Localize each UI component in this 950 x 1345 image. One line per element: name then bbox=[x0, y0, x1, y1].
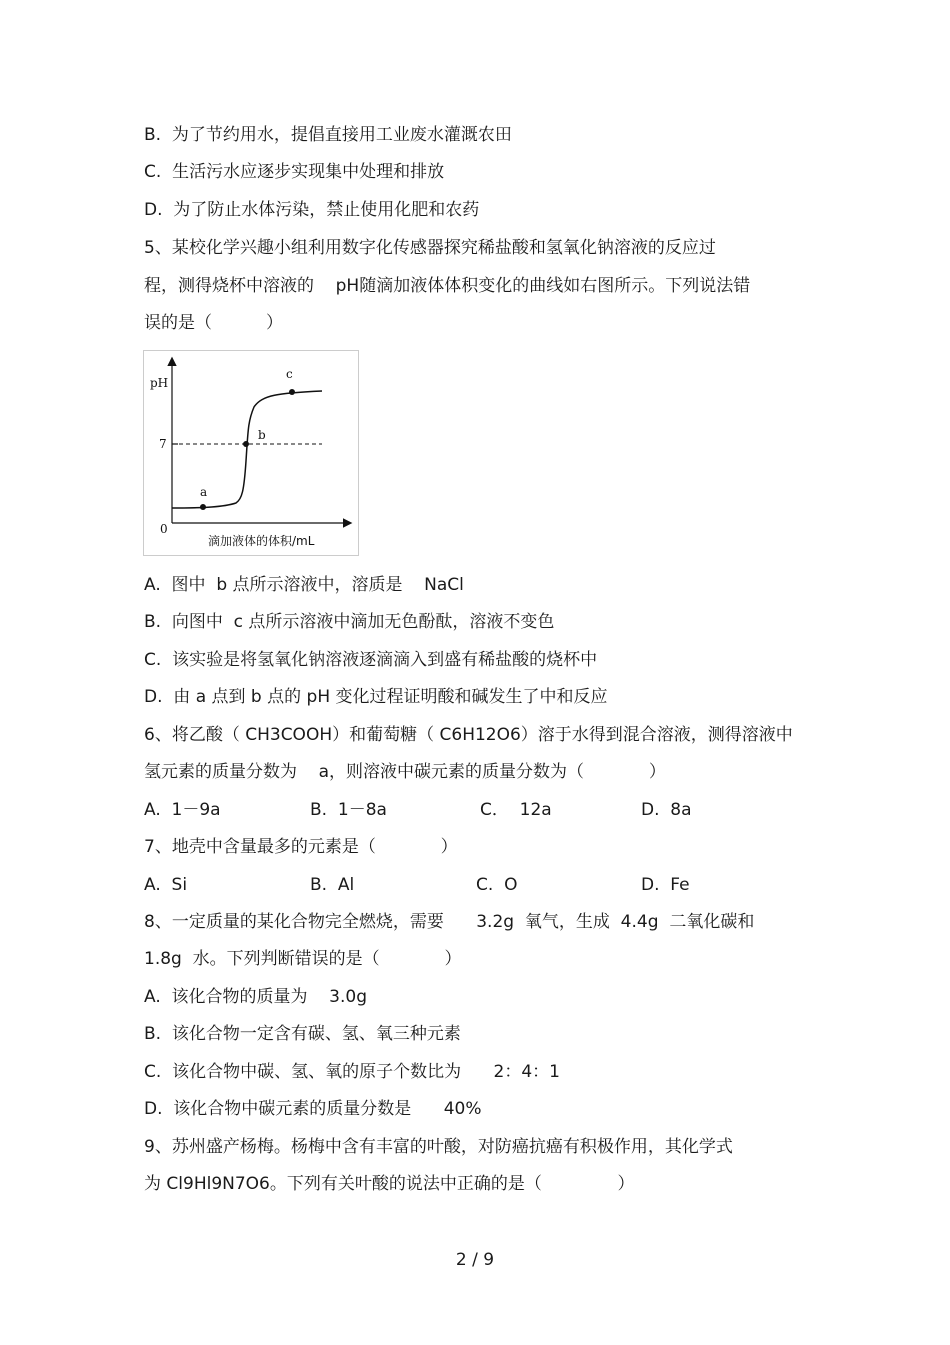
q5-option-c: C. 该实验是将氢氧化钠溶液逐滴滴入到盛有稀盐酸的烧杯中 bbox=[144, 650, 598, 670]
point-c-label: c bbox=[286, 367, 293, 381]
q6-option-c: C． 12a bbox=[480, 800, 552, 820]
q5-stem-line3: 误的是（ ） bbox=[144, 313, 284, 333]
q9-stem-line2: 为 Cl9Hl9N7O6。下列有关叶酸的说法中正确的是（ ） bbox=[144, 1174, 635, 1194]
q4-option-d: D. 为了防止水体污染，禁止使用化肥和农药 bbox=[144, 200, 480, 220]
q5-stem-line2: 程，测得烧杯中溶液的 pH随滴加液体体积变化的曲线如右图所示。下列说法错 bbox=[144, 276, 751, 296]
q5-option-a: A. 图中 b 点所示溶液中，溶质是 NaCl bbox=[144, 575, 464, 595]
point-a-label: a bbox=[200, 485, 208, 499]
q6-stem-line1: 6、将乙酸（ CH3COOH）和葡萄糖（ C6H12O6）溶于水得到混合溶液，测得溶液中 bbox=[144, 725, 793, 745]
q5-option-b: B. 向图中 c 点所示溶液中滴加无色酚酞，溶液不变色 bbox=[144, 612, 555, 632]
point-c-marker bbox=[289, 389, 295, 395]
point-b-marker bbox=[243, 441, 249, 447]
q7-option-d: D. Fe bbox=[641, 875, 690, 895]
q6-option-a: A. 1－9a bbox=[144, 800, 221, 820]
q8-option-c: C. 该化合物中碳、氢、氧的原子个数比为 2：4：1 bbox=[144, 1062, 560, 1082]
q7-option-b: B. Al bbox=[310, 875, 355, 895]
q6-option-b: B. 1－8a bbox=[310, 800, 387, 820]
q9-stem-line1: 9、苏州盛产杨梅。杨梅中含有丰富的叶酸，对防癌抗癌有积极作用，其化学式 bbox=[144, 1137, 733, 1157]
ph-titration-figure bbox=[143, 350, 359, 556]
origin-label: 0 bbox=[160, 522, 168, 536]
point-a-marker bbox=[200, 504, 206, 510]
q8-stem-line1: 8、一定质量的某化合物完全燃烧，需要 3.2g 氧气，生成 4.4g 二氧化碳和 bbox=[144, 912, 755, 932]
q6-option-d: D. 8a bbox=[641, 800, 692, 820]
ph-curve bbox=[172, 391, 322, 508]
q6-stem-line2: 氢元素的质量分数为 a，则溶液中碳元素的质量分数为（ ） bbox=[144, 762, 666, 782]
ph-curve-svg bbox=[144, 351, 358, 555]
q4-option-b: B. 为了节约用水，提倡直接用工业废水灌溉农田 bbox=[144, 125, 512, 145]
q8-option-a: A. 该化合物的质量为 3.0g bbox=[144, 987, 367, 1007]
point-b-label: b bbox=[258, 428, 266, 442]
y-axis-label: pH bbox=[150, 376, 169, 390]
q5-option-d: D. 由 a 点到 b 点的 pH 变化过程证明酸和碱发生了中和反应 bbox=[144, 687, 608, 707]
q4-option-c: C. 生活污水应逐步实现集中处理和排放 bbox=[144, 162, 445, 182]
q7-option-c: C. O bbox=[476, 875, 518, 895]
y-tick-7: 7 bbox=[159, 437, 167, 451]
q8-stem-line2: 1.8g 水。下列判断错误的是（ ） bbox=[144, 949, 462, 969]
q8-option-d: D. 该化合物中碳元素的质量分数是 40% bbox=[144, 1099, 482, 1119]
q7-option-a: A. Si bbox=[144, 875, 188, 895]
x-axis-label: 滴加液体的体积/mL bbox=[208, 534, 315, 548]
q8-option-b: B. 该化合物一定含有碳、氢、氧三种元素 bbox=[144, 1024, 461, 1044]
page-number: 2 / 9 bbox=[455, 1250, 495, 1270]
q7-stem: 7、地壳中含量最多的元素是（ ） bbox=[144, 837, 458, 857]
q5-stem-line1: 5、某校化学兴趣小组利用数字化传感器探究稀盐酸和氢氧化钠溶液的反应过 bbox=[144, 238, 716, 258]
